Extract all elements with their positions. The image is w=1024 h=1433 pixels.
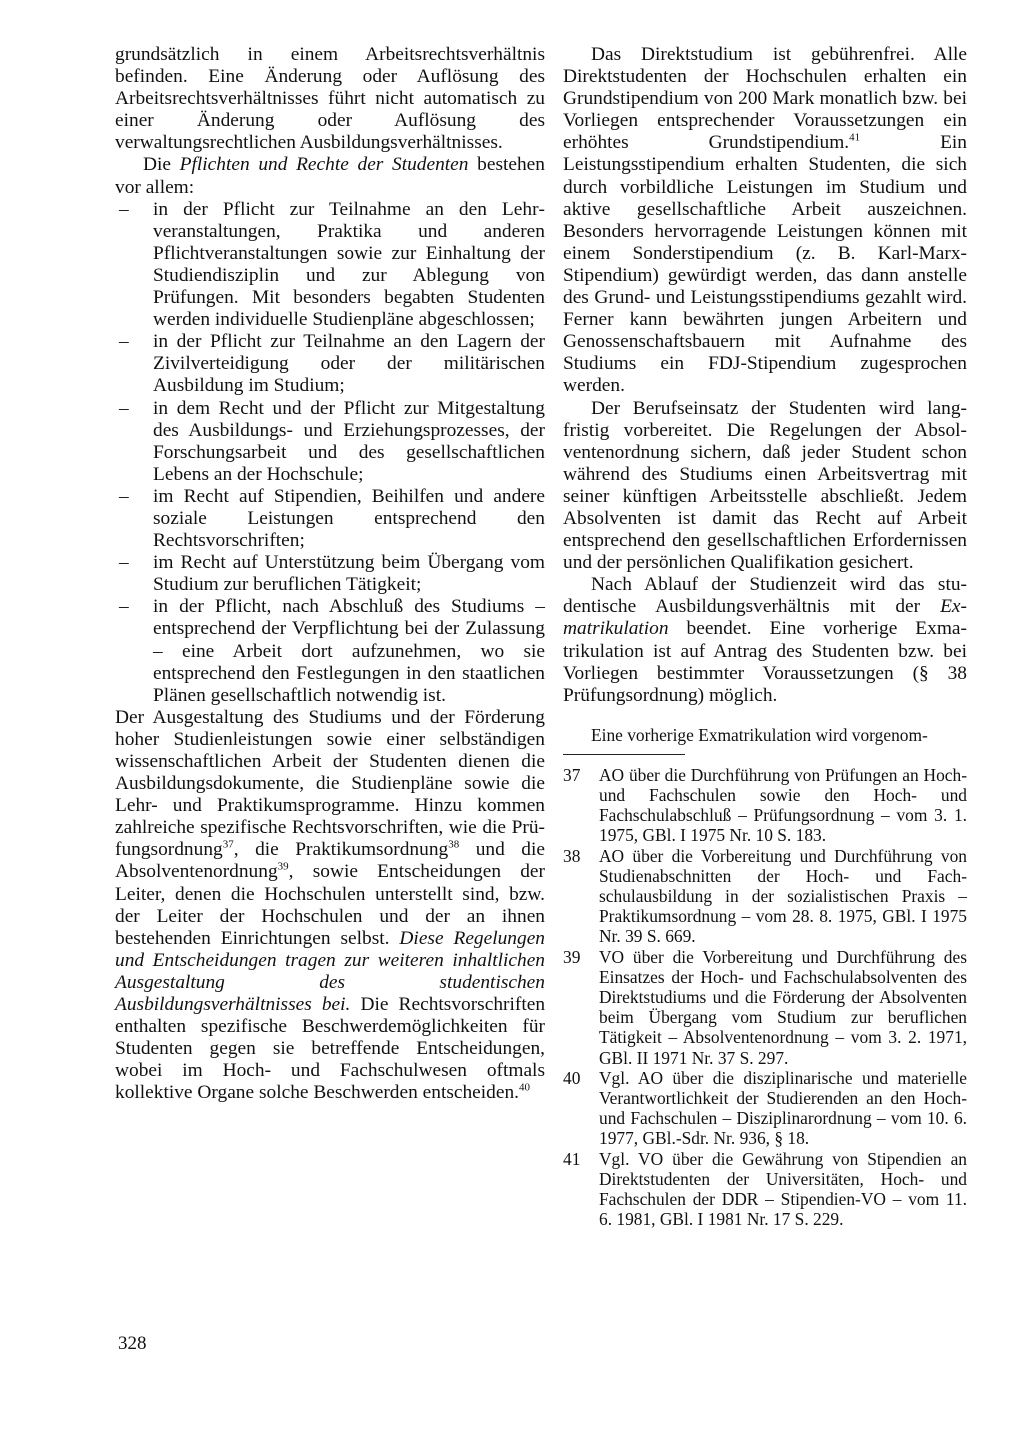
list-item: – im Recht auf Stipendien, Beihilfen und andere soziale Leistungen entsprechend den Rechtsvorschriften; [119, 485, 545, 552]
dash-marker: – [119, 397, 129, 419]
dash-marker: – [119, 331, 129, 353]
page-number: 328 [118, 1333, 147, 1354]
footnote-37: 37 AO über die Durchführung von Prüfungen an Hoch- und Fachschulen sowie den Hoch- und Fachschulabschluß – Prüfungsordnung – vom 3. 1. 1975, GBl. I 1975 Nr. 10 S. 183. [563, 764, 967, 846]
paragraph-continued-line: Eine vorherige Exmatrikulation wird vorgenom- [591, 724, 928, 745]
footnote-38: 38 AO über die Vorbereitung und Durchführung von Studienabschnitten der Hoch- und Fachschulausbildung in der sozialistischen Praxis – Praktikumsordnung – vom 28. 8. 1975, GBl. I 1975 Nr. 39 S. 669. [563, 845, 967, 947]
list-item: – im Recht auf Unterstützung beim Übergang vom Studium zur beruflichen Tätigkeit; [119, 552, 545, 596]
footnotes [563, 765, 967, 1230]
footnote-ref-41[interactable]: 41 [849, 131, 861, 144]
list-item: – in der Pflicht zur Teilnahme an den Lagern der Zivilverteidigung oder der militärischen Ausbildung im Studium; [119, 331, 545, 397]
paragraph-career: Der Berufseinsatz der Studenten wird langfristig vorbereitet. Die Regelungen der Absolventenordnung sichern, daß jeder Student schon während des Studiums einen Arbeitsvertrag mit seiner künftigen Arbeitsstelle abschließt. Jedem Absolventen ist damit das Recht auf Arbeit entsprechend den gesellschaftlichen Erfordernissen und der persönlichen Qualifikation gesichert. [563, 397, 967, 574]
dash-marker: – [119, 485, 129, 507]
italic-phrase: Pflichten und Rechte der Studenten [179, 154, 469, 176]
paragraph-regulations: Der Ausgestaltung des Studiums und der Förderung hoher Studienleistungen sowie einer selbständigen wissenschaftlichen Arbeit der Studenten dienen die Ausbildungsdokumente, die Studienpläne sowie die Lehr- und Praktikumsprogramme. Hinzu kommen zahlreiche spezifische Rechtsvorschriften, wie die Prüfungsordnung$^{37}$, die Praktikumsordnung$^{38}$ und die Absolventenordnung$^{39}$, sowie Entscheidungen der Leiter, denen die Hochschulen unterstellt sind, bzw. der Leiter der Hochschulen und der an ihnen bestehenden Einrichtungen selbst. Diese Regelungen und Entscheidungen tragen zur weiteren inhaltlichen Ausgestaltung des studentischen Ausbildungsverhältnisses bei. Die Rechtsvorschriften enthalten spezifische Beschwerdemöglichkeiten für Studenten gegen sie betreffende Entscheidungen, wobei im Hoch- und Fachschulwesen oftmals kollektive Organe solche Beschwerden entscheiden.$^{40}$ [115, 706, 546, 1104]
footnote-41: 41 Vgl. VO über die Gewährung von Stipendien an Direktstudenten der Universitäten, Hoch- und Fachschulen der DDR – Stipendien-VO – vom 11. 6. 1981, GBl. I 1981 Nr. 17 S. 229. [563, 1148, 967, 1230]
dash-marker: – [119, 596, 129, 618]
dash-marker: – [119, 198, 129, 220]
paragraph-stipends: Das Direktstudium ist gebührenfrei. Alle Direktstudenten der Hochschulen erhalten ein Grundstipendium von 200 Mark monatlich bzw. bei Vorliegen entsprechender Voraussetzungen ein erhöhtes Grundstipendium.$^{41}$ Ein Leistungsstipendium erhalten Studenten, die sich durch vorbildliche Leistungen im Studium und aktive gesellschaftliche Arbeit auszeichnen. Besonders hervorragende Leistungen können mit einem Sonderstipendium (z. B. Karl-Marx-Stipendium) gewürdigt werden, das dann anstelle des Grund- und Leistungsstipendiums gezahlt wird. Ferner kann bewährten jungen Arbeitern und Genossenschaftsbauern mit Aufnahme des Studiums ein FDJ-Stipendium zugesprochen werden. [563, 44, 967, 397]
footnote-ref-38[interactable]: 38 [448, 838, 460, 851]
footnote-divider [563, 754, 685, 755]
footnote-40: 40 Vgl. AO über die disziplinarische und materielle Verantwortlichkeit der Studierenden an den Hoch- und Fachschulen – Disziplinarordnung – vom 10. 6. 1977, GBl.-Sdr. Nr. 936, § 18. [563, 1067, 967, 1149]
italic-sentence: Diese Regelungen und Entscheidungen tragen zur weiteren inhaltlichen Ausgestaltung des studentischen Ausbildungsverhältnisses bei. [115, 927, 546, 1016]
list-item: – in der Pflicht, nach Abschluß des Studiums – entsprechend der Verpflichtung bei der Zulassung – eine Arbeit dort aufzunehmen, wo sie entsprechend den Festlegungen in den staatlichen Plänen gesellschaftlich notwendig ist. [119, 596, 545, 706]
footnote-ref-40[interactable]: 40 [519, 1081, 531, 1094]
list-item: – in der Pflicht zur Teilnahme an den Lehrveranstaltungen, Praktika und anderen Pflichtveranstaltungen sowie zur Einhaltung der Studiendisziplin und zur Ablegung von Prüfungen. Mit besonders begabten Studenten werden individuelle Studienpläne abgeschlossen; [119, 198, 545, 331]
paragraph-duties-intro: Die Pflichten und Rechte der Studenten bestehen vor allem: [115, 154, 545, 198]
list-item: – in dem Recht und der Pflicht zur Mitgestaltung des Ausbildungs- und Erziehungsprozesses, der Forschungsarbeit und des gesellschaftlichen Lebens an der Hochschule; [119, 397, 545, 485]
dash-marker: – [119, 552, 129, 574]
footnote-ref-39[interactable]: 39 [277, 861, 289, 873]
duties-list [115, 199, 545, 707]
right-column [563, 44, 967, 1229]
italic-term: Exmatrikulation [563, 596, 967, 640]
footnote-39: 39 VO über die Vorbereitung und Durchführung des Einsatzes der Hoch- und Fachschulabsolventen des Direktstudiums und die Förderung der Absolventen beim Übergang vom Studium zur beruflichen Tätigkeit – Absolventenordnung – vom 3. 2. 1971, GBl. II 1971 Nr. 37 S. 297. [563, 946, 967, 1068]
footnote-ref-37[interactable]: 37 [222, 838, 234, 851]
paragraph-continuation: grundsätzlich in einem Arbeitsrechtsverhältnis befinden. Eine Änderung oder Auflösung des Arbeitsrechtsverhältnisses führt nicht automatisch zu einer Änderung oder Auflösung des verwaltungsrechtlichen Ausbildungsverhältnisses. [115, 44, 545, 154]
left-column [115, 44, 545, 1105]
paragraph-exmatriculation: Nach Ablauf der Studienzeit wird das studentische Ausbildungsverhältnis mit der Exmatrikulation beendet. Eine vorherige Exmatrikulation ist auf Antrag des Studenten bzw. bei Vorliegen bestimmter Voraussetzungen (§ 38 Prüfungsordnung) möglich. [563, 574, 967, 706]
